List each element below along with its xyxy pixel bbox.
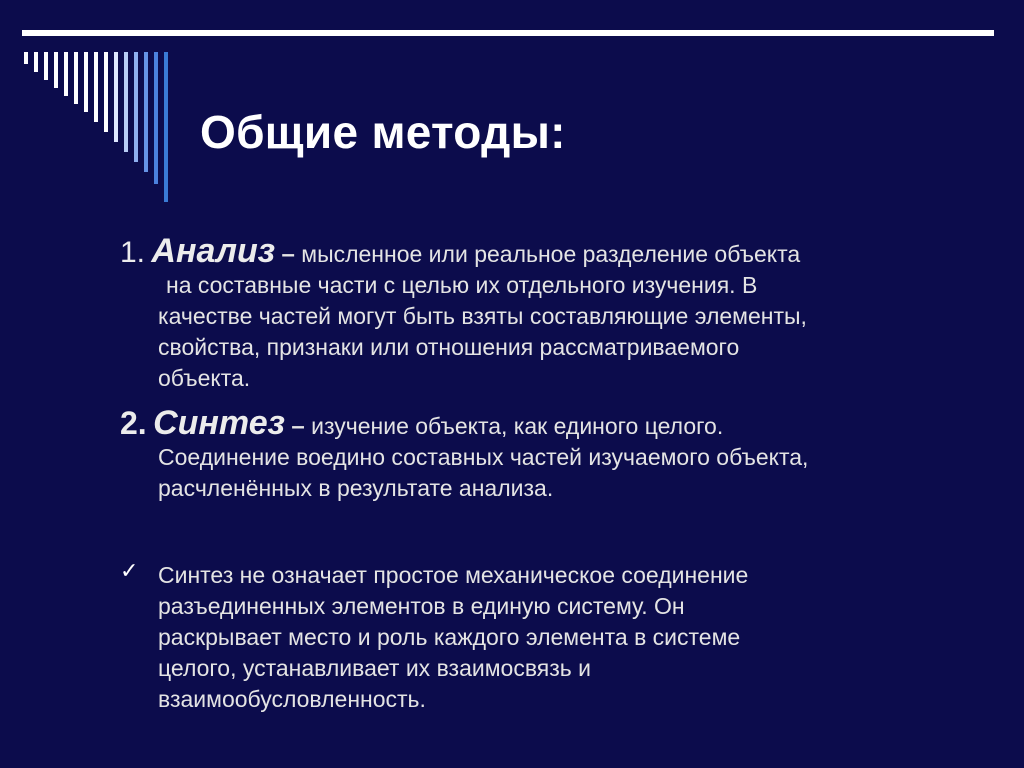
decorative-bar [134, 52, 138, 162]
bullet-text: разъединенных элементов в единую систему. Он [158, 593, 685, 619]
decorative-bar [84, 52, 88, 112]
definition-text: мысленное или реальное разделение объекта [301, 241, 801, 267]
decorative-bar [34, 52, 38, 72]
decorative-bar [24, 52, 28, 64]
term-synthesis: Синтез [153, 404, 285, 442]
decorative-bar [104, 52, 108, 132]
bullet-note [120, 560, 1000, 715]
definition-text: изучение объекта, как единого целого. [311, 413, 724, 439]
definition-text: свойства, признаки или отношения рассматриваемого [158, 334, 740, 360]
decorative-bar [64, 52, 68, 96]
bullet-text: взаимообусловленность. [158, 686, 426, 712]
decorative-bar [94, 52, 98, 122]
decorative-bar [114, 52, 118, 142]
item-number: 2. [120, 405, 147, 441]
decorative-bar [154, 52, 158, 184]
definition-text: объекта. [158, 365, 251, 391]
definition-text: на составные части с целью их отдельного изучения. В [166, 272, 758, 298]
slide-title: Общие методы: [200, 106, 566, 158]
decorative-bar [124, 52, 128, 152]
term-analysis: Анализ [151, 232, 276, 270]
bullet-text: целого, устанавливает их взаимосвязь и [158, 655, 592, 681]
bullet-text: Синтез не означает простое механическое соединение [158, 562, 749, 588]
item-synthesis-line [120, 404, 1000, 442]
dash: – [281, 241, 295, 268]
bullet-text: раскрывает место и роль каждого элемента в системе [158, 624, 741, 650]
decorative-bar [44, 52, 48, 80]
decorative-bar [144, 52, 148, 172]
decorative-bar [74, 52, 78, 104]
definition-text: расчленённых в результате анализа. [158, 475, 554, 501]
decorative-bar [54, 52, 58, 88]
decorative-bar [164, 52, 168, 202]
definition-text: Соединение воедино составных частей изучаемого объекта, [158, 444, 809, 470]
definition-text: качестве частей могут быть взяты составляющие элементы, [158, 303, 807, 329]
item-number: 1. [120, 236, 146, 269]
checkmark-icon: ✓ [120, 558, 139, 583]
item-analysis [120, 232, 1000, 394]
item-synthesis [120, 404, 1000, 504]
dash: – [291, 413, 305, 440]
item-analysis-line [120, 232, 1000, 270]
decorative-bars [0, 0, 200, 230]
